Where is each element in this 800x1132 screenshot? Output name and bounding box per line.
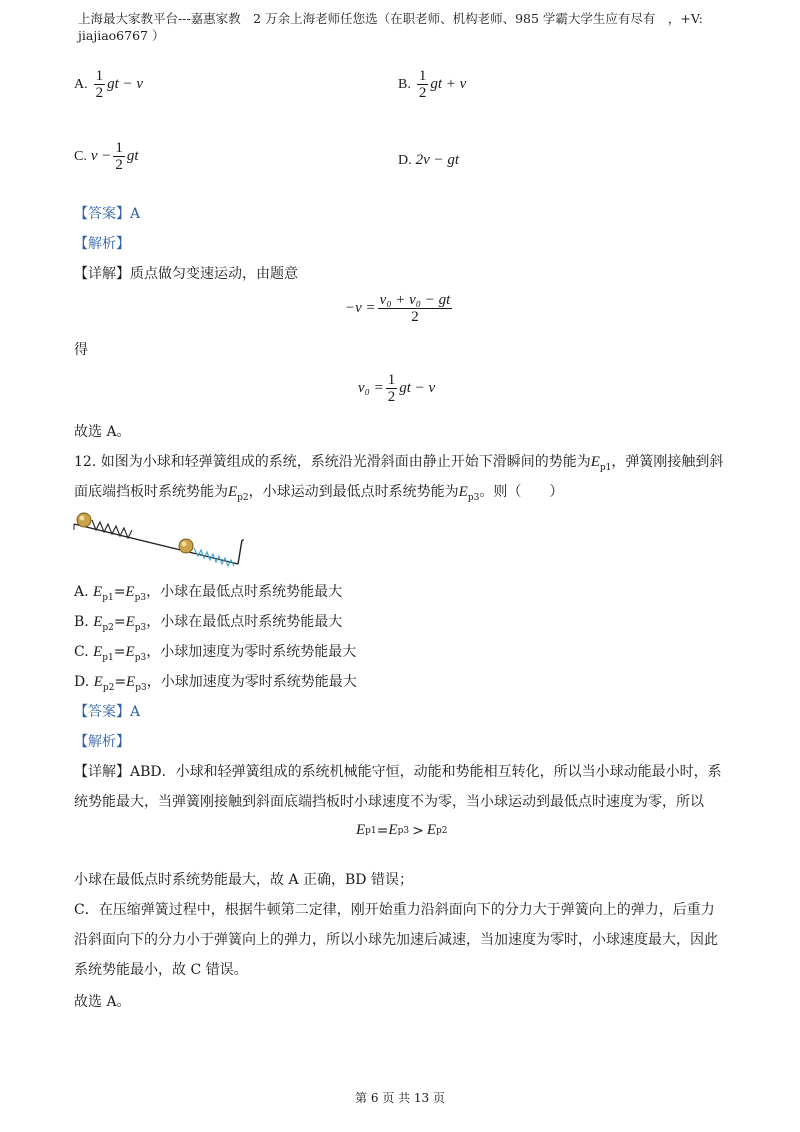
option-text: ，小球在最低点时系统势能最大 (146, 614, 343, 630)
equals-sign: = (113, 584, 126, 600)
energy-symbol: E (458, 484, 468, 500)
denominator: 2 (418, 85, 427, 101)
stem-text: 。则（ ） (479, 484, 564, 500)
energy-subscript: p2 (237, 492, 249, 503)
q11-analysis: 【解析】 (74, 236, 130, 252)
stem-text: ，弹簧刚接触到斜 (611, 454, 724, 470)
q12-analysis: 【解析】 (74, 734, 130, 750)
greater-sign: > (412, 822, 424, 839)
energy-symbol: E (388, 822, 398, 838)
q12-line-c1: C．在压缩弹簧过程中，根据牛顿第二定律，刚开始重力沿斜面向下的分力大于弹簧向上的弹力，后重力 (74, 902, 715, 918)
option-text: ，小球在最低点时系统势能最大 (146, 584, 343, 600)
header-line-1: 上海最大家教平台---嘉惠家教 2 万余上海老师任您选（在职老师、机构老师、985 学霸大学生应有尽有 ，+V: (78, 11, 703, 26)
numerator: 1 (387, 372, 396, 388)
q12-option-b (74, 612, 342, 638)
q12-line-c3: 系统势能最小，故 C 错误。 (74, 962, 248, 978)
equals-sign: = (113, 614, 126, 630)
equals-sign: = (376, 822, 389, 839)
q12-detail-line-2: 统势能最大，当弹簧刚接触到斜面底端挡板时小球速度不为零，当小球运动到最低点时速度为零，所以 (74, 794, 704, 810)
denominator: 2 (95, 85, 104, 101)
incline-spring-figure (72, 508, 252, 572)
energy-subscript: p3 (134, 622, 147, 633)
fraction (94, 68, 106, 101)
q12-line-c2: 沿斜面向下的分力小于弹簧向上的弹力，所以小球先加速后减速，当加速度为零时，小球速度最大，因此 (74, 932, 718, 948)
fraction (386, 372, 398, 405)
eq-lhs: v₀ = (358, 380, 384, 396)
q12-conclusion: 故选 A。 (74, 994, 131, 1010)
energy-symbol: E (93, 674, 103, 690)
energy-symbol: E (125, 644, 135, 660)
spring-top (92, 520, 132, 538)
option-text: ，小球加速度为零时系统势能最大 (146, 644, 357, 660)
q11-detail: 【详解】质点做匀变速运动，由题意 (74, 266, 298, 282)
option-text: ，小球加速度为零时系统势能最大 (146, 674, 357, 690)
q11-conclusion: 故选 A。 (74, 424, 131, 440)
numerator: 1 (95, 68, 104, 84)
option-label: A. (74, 76, 88, 92)
page-header (78, 10, 728, 44)
energy-subscript: p1 (102, 652, 114, 663)
spring-bottom (194, 548, 234, 566)
q12-stem-line-2 (74, 482, 563, 508)
energy-subscript: p3 (134, 652, 147, 663)
option-expr: gt + v (430, 76, 467, 92)
ball-top (77, 513, 91, 527)
stem-text: 12. 如图为小球和轻弹簧组成的系统，系统沿光滑斜面由静止开始下滑瞬间的势能为 (74, 454, 591, 470)
stem-text: 面底端挡板时系统势能为 (74, 484, 228, 500)
eq-rhs: gt − v (399, 380, 436, 396)
option-label: D. (398, 152, 412, 168)
q12-equation (356, 822, 447, 839)
page-footer: 第 6 页 共 13 页 (355, 1091, 445, 1105)
energy-subscript: p2 (435, 825, 448, 836)
denominator: 2 (115, 157, 123, 173)
option-expr: 2v − gt (415, 152, 460, 168)
option-label: B. (398, 76, 411, 92)
eq-lhs: −v = (345, 300, 376, 316)
energy-symbol: E (356, 822, 366, 838)
energy-subscript: p3 (135, 682, 147, 693)
q12-option-c (74, 642, 356, 668)
fraction (378, 292, 453, 325)
energy-symbol: E (126, 674, 136, 690)
q12-answer: 【答案】A (74, 704, 141, 720)
denominator: 2 (411, 309, 419, 325)
energy-subscript: p3 (397, 825, 410, 836)
energy-subscript: p1 (365, 825, 377, 836)
option-label: A. (74, 584, 89, 600)
q11-option-a (74, 68, 143, 101)
energy-symbol: E (228, 484, 238, 500)
energy-subscript: p1 (599, 462, 612, 473)
energy-symbol: E (93, 644, 103, 660)
fraction (113, 140, 125, 173)
energy-symbol: E (125, 614, 135, 630)
energy-subscript: p3 (134, 592, 147, 603)
end-stopper (238, 540, 242, 564)
energy-symbol: E (125, 584, 135, 600)
energy-symbol: E (93, 614, 103, 630)
option-label: C. (74, 644, 89, 660)
q12-line-a: 小球在最低点时系统势能最大，故 A 正确，BD 错误； (74, 872, 413, 888)
incline-surface (74, 524, 238, 564)
numerator: 1 (418, 68, 427, 84)
stem-text: ，小球运动到最低点时系统势能为 (248, 484, 459, 500)
energy-symbol: E (426, 822, 436, 838)
ball-bottom (179, 539, 193, 553)
equals-sign: = (113, 644, 126, 660)
q11-answer: 【答案】A (74, 206, 141, 222)
fraction (417, 68, 429, 101)
option-expr: gt (126, 148, 139, 164)
option-expr-pre: v − (90, 148, 112, 164)
energy-subscript: p2 (102, 682, 115, 693)
option-label: D. (74, 674, 90, 690)
q12-detail-line-1: 【详解】ABD．小球和轻弹簧组成的系统机械能守恒，动能和势能相互转化，所以当小球动能最小时，系 (74, 764, 722, 780)
q11-option-d (398, 152, 459, 169)
numerator: 1 (115, 140, 123, 156)
option-label: C. (74, 148, 87, 164)
q12-option-a (74, 582, 342, 608)
option-expr: gt − v (107, 76, 144, 92)
energy-subscript: p1 (102, 592, 114, 603)
q12-stem-line-1 (74, 452, 723, 478)
q11-get: 得 (74, 342, 88, 358)
q11-equation-2 (358, 372, 435, 405)
numerator: v₀ + v₀ − gt (379, 292, 451, 308)
q11-equation-1 (345, 292, 454, 325)
energy-subscript: p2 (102, 622, 114, 633)
equals-sign: = (114, 674, 127, 690)
option-label: B. (74, 614, 89, 630)
energy-subscript: p3 (467, 492, 480, 503)
energy-symbol: E (590, 454, 600, 470)
q12-option-d (74, 672, 357, 698)
header-line-2: jiajiao6767 ） (78, 28, 165, 43)
q11-option-b (398, 68, 466, 101)
denominator: 2 (387, 389, 396, 405)
energy-symbol: E (93, 584, 103, 600)
q11-option-c (74, 140, 139, 173)
